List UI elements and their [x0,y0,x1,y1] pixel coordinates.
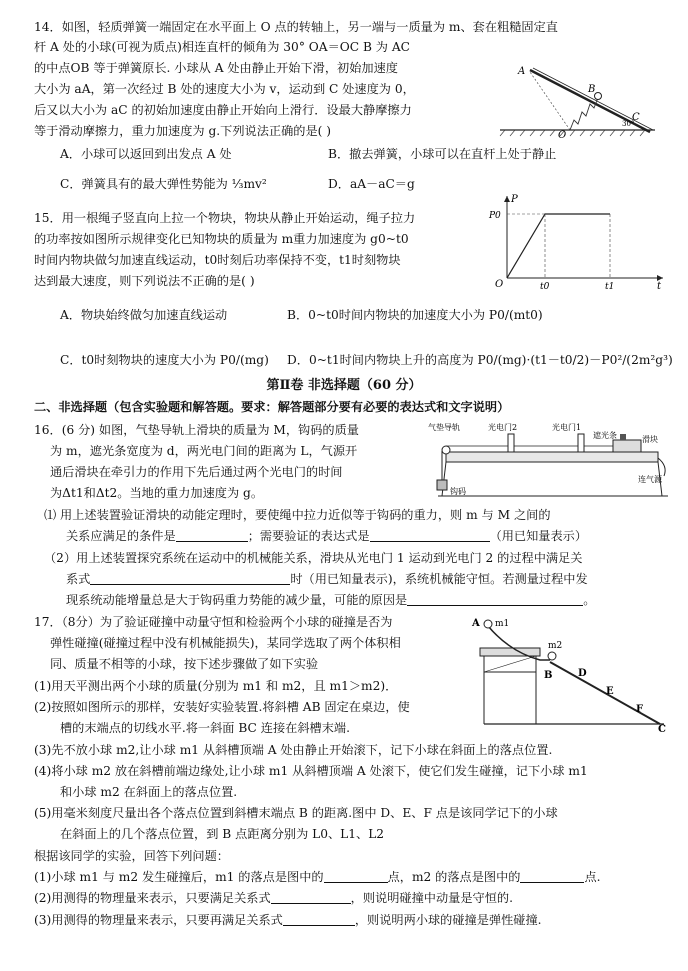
q16-line4: 为Δt1和Δt2。当地的重力加速度为 g。 [50,486,264,500]
q17-answer-blank-2[interactable] [520,882,584,883]
q16-line2: 为 m，遮光条宽度为 d，两光电门间的距离为 L，气源开 [50,444,358,458]
q17-step4-line2: 和小球 m2 在斜面上的落点位置. [60,785,238,799]
q14-figure-label-b: B [588,84,596,95]
q17-figure-label-c: C [658,724,666,734]
q14-option-d: D．aA－aC＝g [328,177,415,191]
q14-figure-label-o: O [558,130,567,140]
q14-figure-label-c: C [632,112,640,123]
q17-answer1-text3: 点. [584,870,601,884]
q17-answer-blank-4[interactable] [283,925,355,926]
q16-figure-label-air: 连气源 [638,475,662,484]
q17-answer1-text1: (1)小球 m1 与 m2 发生碰撞后，m1 的落点是图中的 [34,870,324,884]
q17-figure [470,612,670,734]
q17-figure-label-m2: m2 [548,641,563,651]
q15-graph-label-t: t [657,281,662,290]
q16-figure [428,420,676,502]
q14-line1: 14．如图，轻质弹簧一端固定在水平面上 O 点的转轴上，另一端与一质量为 m、套在粗糙固定直 [34,20,558,34]
q14-figure-label-a: A [518,66,526,77]
q17-answer1-line [34,867,668,887]
q17-answer3-text2: ，则说明两小球的碰撞是弹性碰撞. [354,913,542,927]
q15-option-c: C．t0时刻物块的速度大小为 P0/(mg) [60,353,269,367]
q15-line1: 15．用一根绳子竖直向上拉一个物块，物块从静止开始运动，绳子拉力 [34,211,416,225]
q16-figure-label-hook: 钩码 [450,487,466,496]
part2-title: 第Ⅱ卷 非选择题（60 分） [266,378,422,393]
q17-step5-line1: (5)用毫米刻度尺量出各个落点位置到斜槽末端点 B 的距离.图中 D、E、F 点是该同学记下的小球 [34,806,558,820]
part2-heading: 二、非选择题（包含实验题和解答题。要求：解答题部分要有必要的表达式和文字说明） [34,400,510,414]
q16-part1-line1: ⑴ 用上述装置验证滑块的动能定理时，要使绳中拉力近似等于钩码的重力，则 m 与 M 之间的 [44,508,551,522]
q17-answer1-text2: 点，m2 的落点是图中的 [387,870,521,884]
q17-step1: (1)用天平测出两个小球的质量(分别为 m1 和 m2，且 m1＞m2)． [34,679,398,693]
q16-figure-label-gate2: 光电门2 [488,423,518,432]
q17-answer-blank-1[interactable] [324,882,388,883]
q16-answer-blank-3[interactable] [90,584,290,585]
q14-option-b: B．撤去弹簧，小球可以在直杆上处于静止 [328,147,557,161]
q16-part2-line1: （2）用上述装置探究系统在运动中的机械能关系，滑块从光电门 1 运动到光电门 2 的过程中满足关 [44,551,583,565]
q16-part1-text2: ；需要验证的表达式是 [247,529,370,543]
q16-part1-line2 [66,526,668,546]
q14-line6: 等于滑动摩擦力，重力加速度为 g.下列说法正确的是( ) [34,124,332,138]
q14-figure-label-angle: 30° [622,120,635,128]
q17-ask: 根据该同学的实验，回答下列问题： [34,849,229,863]
q15-graph-label-t1: t1 [605,282,615,290]
q17-figure-label-b: B [544,670,553,681]
q17-line3: 同、质量不相等的小球，按下述步骤做了如下实验 [50,657,319,671]
q16-figure-label-gate1: 光电门1 [552,423,582,432]
q15-graph-label-p: P [511,194,518,205]
q16-figure-label-shade: 遮光条 [593,431,617,440]
q15-graph-label-t0: t0 [540,282,550,290]
q17-answer2-line [34,888,668,908]
q17-step4-line1: (4)将小球 m2 放在斜槽前端边缘处,让小球 m1 从斜槽顶端 A 处滚下，使它们发生碰撞，记下小球 m1 [34,764,588,778]
q17-figure-label-f: F [636,704,644,715]
q16-part3-line [66,590,668,610]
q17-step3: (3)先不放小球 m2,让小球 m1 从斜槽顶端 A 处由静止开始滚下，记下小球在斜面上的落点位置. [34,743,553,757]
q14-line3: 的中点OB 等于弹簧原长. 小球从 A 处由静止开始下滑，初始加速度 [34,61,398,75]
q16-answer-blank-4[interactable] [407,605,583,606]
q16-figure-label-rail: 气垫导轨 [428,423,460,432]
q17-step2-line1: (2)按照如图所示的那样，安装好实验装置.将斜槽 AB 固定在桌边，使 [34,700,410,714]
q16-part2-line2 [66,569,668,589]
q15-option-a: A．物块始终做匀加速直线运动 [60,308,228,322]
q17-figure-label-e: E [606,686,614,697]
q15-line4: 达到最大速度，则下列说法不正确的是( ) [34,274,255,288]
q14-figure [490,60,660,140]
q15-option-d: D．0~t1时间内物块上升的高度为 P0/(mg)·(t1－t0/2)－P0²/(2m²g³) [287,353,673,367]
q15-graph-label-o: O [495,279,504,290]
q16-figure-label-slider: 滑块 [642,435,658,444]
q14-option-a: A．小球可以返回到出发点 A 处 [60,147,232,161]
q15-line3: 时间内物块做匀加速直线运动，t0时刻后功率保持不变，t1时刻物块 [34,253,401,267]
q17-step2-line2: 槽的末端点的切线水平.将一斜面 BC 连接在斜槽末端. [60,721,350,735]
q16-part3-text: 现系统动能增量总是大于钩码重力势能的减少量，可能的原因是 [66,593,408,607]
q14-line5: 后又以大小为 aC 的初始加速度由静止开始向上滑行．设最大静摩擦力 [34,103,412,117]
q17-answer3-text1: (3)用测得的物理量来表示，只要再满足关系式 [34,913,283,927]
q17-answer2-text1: (2)用测得的物理量来表示，只要满足关系式 [34,891,271,905]
q17-answer3-line [34,910,668,930]
q17-figure-label-d: D [578,668,587,679]
q16-line3: 通后滑块在牵引力的作用下先后通过两个光电门的时间 [50,465,343,479]
q17-figure-label-a: A [472,618,480,629]
q17-line2: 弹性碰撞(碰撞过程中没有机械能损失)，某同学选取了两个体积相 [50,636,401,650]
q17-figure-label-m1: m1 [495,619,510,629]
q16-line1: 16．(6 分) 如图，气垫导轨上滑块的质量为 M，钩码的质量 [34,423,359,437]
q16-answer-blank-2[interactable] [370,541,490,542]
q15-option-b: B．0~t0时间内物块的加速度大小为 P0/(mt0) [287,308,543,322]
q16-part1-text3: （用已知量表示） [489,529,588,543]
q16-part3-end: 。 [583,593,596,607]
q16-part2-text2: 时（用已知量表示)，系统机械能守恒。若测量过程中发 [290,572,588,586]
q17-answer-blank-3[interactable] [271,903,351,904]
q14-option-c: C．弹簧具有的最大弹性势能为 ⅓mv² [60,177,267,191]
q16-part1-text1: 关系应满足的条件是 [66,529,176,543]
q17-line1: 17．（8分）为了验证碰撞中动量守恒和检验两个小球的碰撞是否为 [34,615,393,629]
q16-answer-blank-1[interactable] [176,541,248,542]
q17-answer2-text2: ，则说明碰撞中动量是守恒的. [350,891,513,905]
q16-part2-text1: 系式 [66,572,91,586]
q17-step5-line2: 在斜面上的几个落点位置，到 B 点距离分别为 L0、L1、L2 [60,827,385,841]
q15-line2: 的功率按如图所示规律变化已知物块的质量为 m重力加速度为 g0~t0 [34,232,409,246]
q15-graph-label-p0: P0 [489,211,501,221]
q14-line2: 杆 A 处的小球(可视为质点)相连直杆的倾角为 30° OA＝OC B 为 AC [34,40,410,54]
q14-line4: 大小为 aA，第一次经过 B 处的速度大小为 v，运动到 C 处速度为 0， [34,82,415,96]
q15-power-graph [485,190,670,290]
